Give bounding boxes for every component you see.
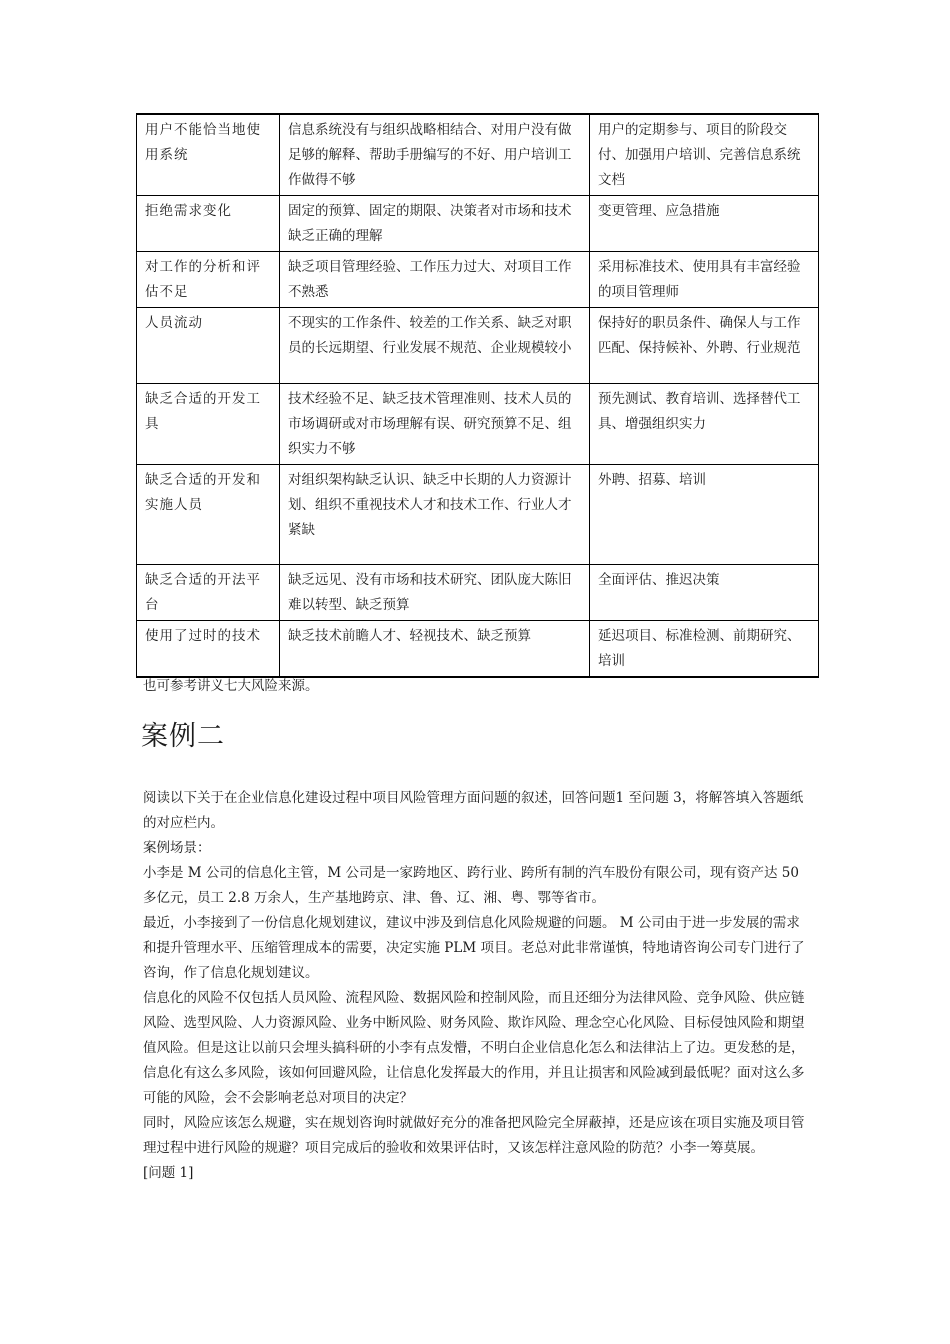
- measure-cell: 外聘、招募、培训: [590, 465, 819, 565]
- table-row: [137, 565, 819, 621]
- cause-cell: 技术经验不足、缺乏技术管理准则、技术人员的市场调研或对市场理解有误、研究预算不足、组织实力不够: [280, 384, 590, 465]
- measure-cell: 采用标准技术、使用具有丰富经验的项目管理师: [590, 252, 819, 308]
- cause-cell: 对组织架构缺乏认识、缺乏中长期的人力资源计划、组织不重视技术人才和技术工作、行业人才紧缺: [280, 465, 590, 565]
- table-row: [137, 114, 819, 196]
- scenario-label: 案例场景：: [143, 840, 211, 856]
- measure-cell: 全面评估、推迟决策: [590, 565, 819, 621]
- measure-cell: 延迟项目、标准检测、前期研究、培训: [590, 621, 819, 678]
- reference-note: 也可参考讲义七大风险来源。: [143, 678, 319, 694]
- measure-cell: 用户的定期参与、项目的阶段交付、加强用户培训、完善信息系统文档: [590, 114, 819, 196]
- case-body: [143, 786, 813, 1186]
- risk-cell: 对工作的分析和评估不足: [137, 252, 280, 308]
- table-row: [137, 252, 819, 308]
- risk-cell: 缺乏合适的开法平台: [137, 565, 280, 621]
- risk-cell: 使用了过时的技术: [137, 621, 280, 678]
- table-row: [137, 621, 819, 678]
- proposal-paragraph: 最近，小李接到了一份信息化规划建议，建议中涉及到信息化风险规避的问题。 M 公司由于进一步发展的需求和提升管理水平、压缩管理成本的需要，决定实施 PLM 项目。老总对此非常谨慎，特地请咨询公司专门进行了咨询，作了信息化规划建议。: [143, 915, 805, 981]
- measure-cell: 预先测试、教育培训、选择替代工具、增强组织实力: [590, 384, 819, 465]
- risk-cell: 缺乏合适的开发工具: [137, 384, 280, 465]
- risk-cell: 用户不能恰当地使用系统: [137, 114, 280, 196]
- company-paragraph: 小李是 M 公司的信息化主管，M 公司是一家跨地区、跨行业、跨所有制的汽车股份有限公司，现有资产达 50 多亿元，员工 2.8 万余人，生产基地跨京、津、鲁、辽、湘、粤、鄂等省市。: [143, 865, 799, 906]
- measure-cell: 变更管理、应急措施: [590, 196, 819, 252]
- intro-paragraph: 阅读以下关于在企业信息化建设过程中项目风险管理方面问题的叙述，回答问题1 至问题 3，将解答填入答题纸的对应栏内。: [143, 790, 804, 831]
- table-row: [137, 465, 819, 565]
- risk-table: [136, 113, 819, 678]
- avoidance-paragraph: 同时，风险应该怎么规避，实在规划咨询时就做好充分的准备把风险完全屏蔽掉，还是应该在项目实施及项目管理过程中进行风险的规避？项目完成后的验收和效果评估时，又该怎样注意风险的防范？小李一筹莫展。: [143, 1115, 805, 1156]
- table-row: [137, 384, 819, 465]
- table-row: [137, 196, 819, 252]
- table-row: [137, 308, 819, 384]
- cause-cell: 缺乏技术前瞻人才、轻视技术、缺乏预算: [280, 621, 590, 678]
- case-heading: 案例二: [141, 721, 225, 752]
- risk-types-paragraph: 信息化的风险不仅包括人员风险、流程风险、数据风险和控制风险，而且还细分为法律风险、竞争风险、供应链风险、选型风险、人力资源风险、业务中断风险、财务风险、欺诈风险、理念空心化风险、目标侵蚀风险和期望值风险。但是这让以前只会埋头搞科研的小李有点发懵，不明白企业信息化怎么和法律沾上了边。更发愁的是，信息化有这么多风险，该如何回避风险，让信息化发挥最大的作用，并且让损害和风险减到最低呢？面对这么多可能的风险，会不会影响老总对项目的决定？: [143, 990, 805, 1106]
- cause-cell: 缺乏远见、没有市场和技术研究、团队庞大陈旧难以转型、缺乏预算: [280, 565, 590, 621]
- cause-cell: 固定的预算、固定的期限、决策者对市场和技术缺乏正确的理解: [280, 196, 590, 252]
- cause-cell: 信息系统没有与组织战略相结合、对用户没有做足够的解释、帮助手册编写的不好、用户培训工作做得不够: [280, 114, 590, 196]
- question-label: [问题 1]: [143, 1165, 194, 1181]
- risk-cell: 拒绝需求变化: [137, 196, 280, 252]
- risk-cell: 人员流动: [137, 308, 280, 384]
- cause-cell: 缺乏项目管理经验、工作压力过大、对项目工作不熟悉: [280, 252, 590, 308]
- measure-cell: 保持好的职员条件、确保人与工作匹配、保持候补、外聘、行业规范: [590, 308, 819, 384]
- cause-cell: 不现实的工作条件、较差的工作关系、缺乏对职员的长远期望、行业发展不规范、企业规模较小: [280, 308, 590, 384]
- risk-cell: 缺乏合适的开发和实施人员: [137, 465, 280, 565]
